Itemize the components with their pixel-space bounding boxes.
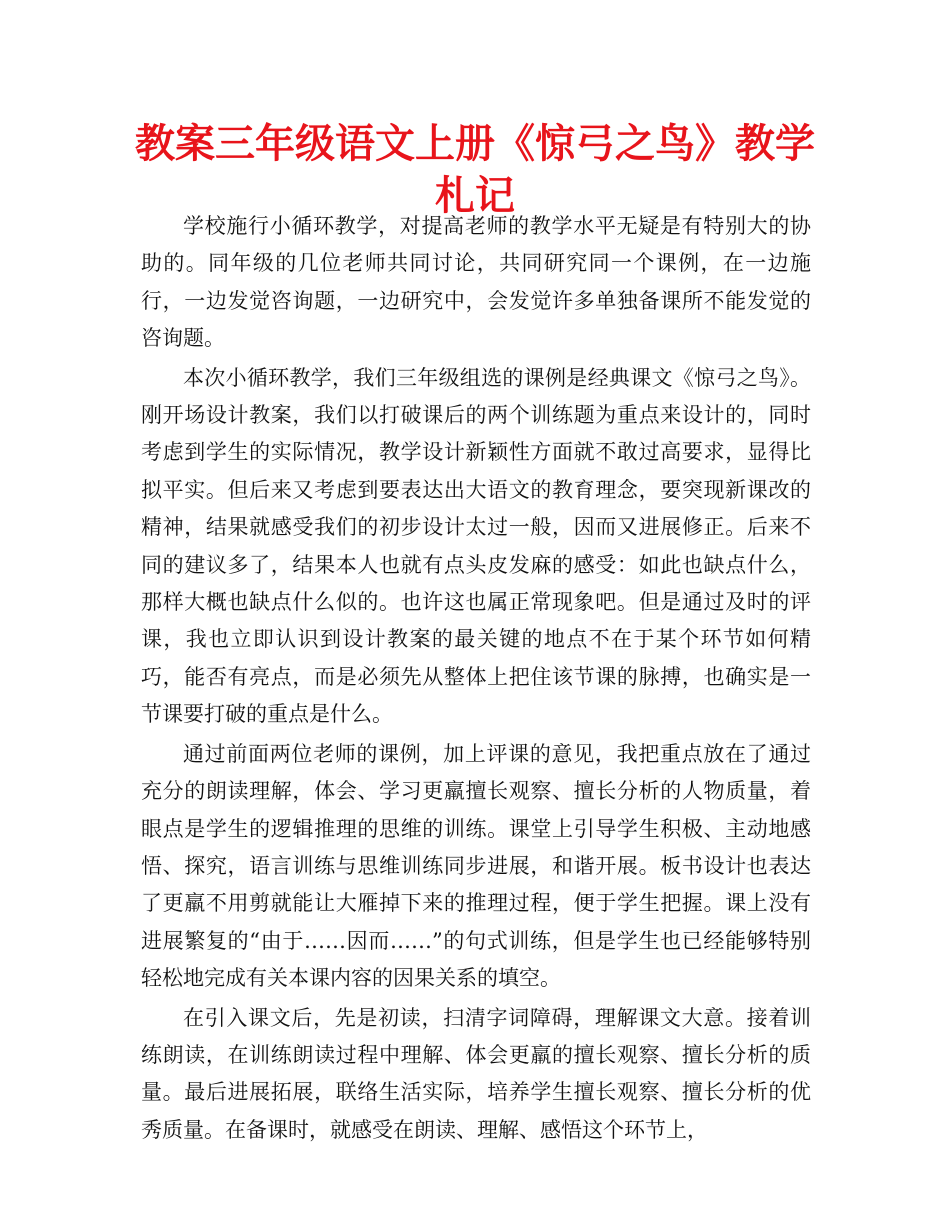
- paragraph-3: 通过前面两位老师的课例，加上评课的意见，我把重点放在了通过充分的朗读理解，体会、学习更羸擅长观察、擅长分析的人物质量，着眼点是学生的逻辑推理的思维的训练。课堂上引导学生积极、主动地感悟、探究，语言训练与思维训练同步进展，和谐开展。板书设计也表达了更羸不用剪就能让大雁掉下来的推理过程，便于学生把握。课上没有进展繁复的“由于……因而……”的句式训练，但是学生也已经能够特别轻松地完成有关本课内容的因果关系的填空。: [141, 741, 811, 991]
- document-body: [141, 208, 811, 1151]
- paragraph-4: 在引入课文后，先是初读，扫清字词障碍，理解课文大意。接着训练朗读，在训练朗读过程中理解、体会更羸的擅长观察、擅长分析的质量。最后进展拓展，联络生活实际，培养学生擅长观察、擅长分析的优秀质量。在备课时，就感受在朗读、理解、感悟这个环节上，: [141, 1005, 811, 1142]
- paragraph-2: 本次小循环教学，我们三年级组选的课例是经典课文《惊弓之鸟》。刚开场设计教案，我们以打破课后的两个训练题为重点来设计的，同时考虑到学生的实际情况，教学设计新颖性方面就不敢过高要求，显得比拟平实。但后来又考虑到要表达出大语文的教育理念，要突现新课改的精神，结果就感受我们的初步设计太过一般，因而又进展修正。后来不同的建议多了，结果本人也就有点头皮发麻的感受：如此也缺点什么，那样大概也缺点什么似的。也许这也属正常现象吧。但是通过及时的评课，我也立即认识到设计教案的最关键的地点不在于某个环节如何精巧，能否有亮点，而是必须先从整体上把住该节课的脉搏，也确实是一节课要打破的重点是什么。: [141, 365, 811, 727]
- document-title: 教案三年级语文上册《惊弓之鸟》教学札记: [135, 121, 815, 219]
- paragraph-1: 学校施行小循环教学，对提高老师的教学水平无疑是有特别大的协助的。同年级的几位老师共同讨论，共同研究同一个课例，在一边施行，一边发觉咨询题，一边研究中，会发觉许多单独备课所不能发觉的咨询题。: [141, 214, 811, 351]
